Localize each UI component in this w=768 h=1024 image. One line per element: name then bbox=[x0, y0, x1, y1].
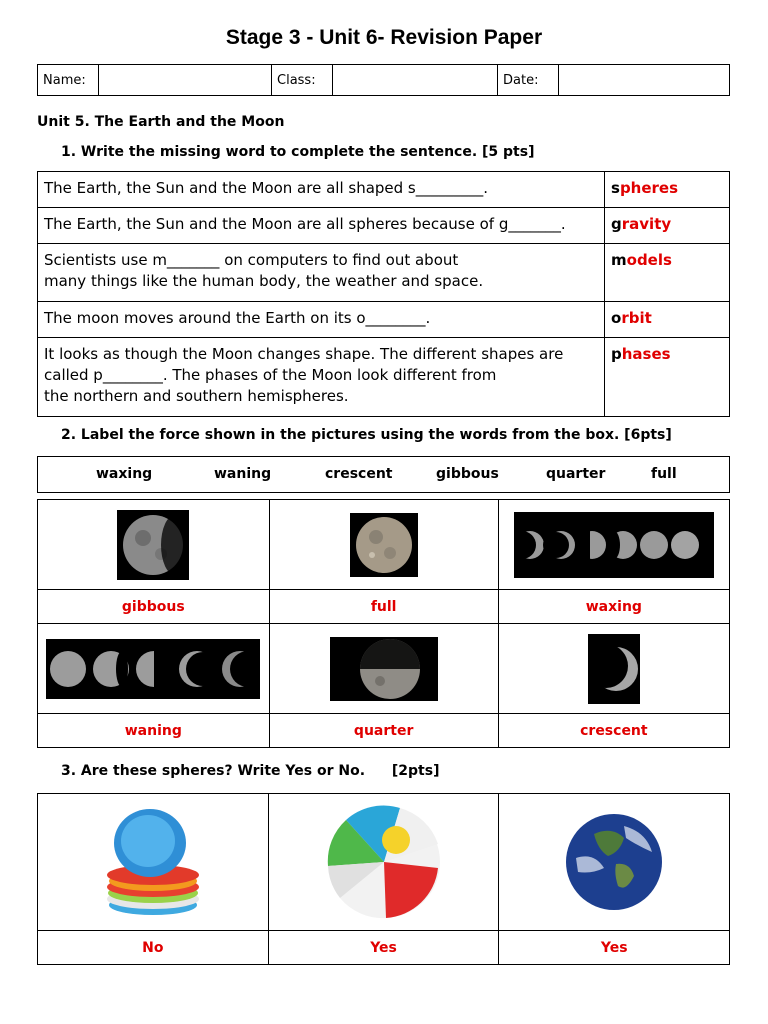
answer-text: rbit bbox=[621, 309, 652, 327]
sphere-grid bbox=[37, 793, 730, 965]
q1-sentence bbox=[38, 172, 605, 208]
plates-image bbox=[98, 803, 208, 921]
sentence-line: called p________. The phases of the Moon look different from bbox=[44, 366, 497, 384]
q1-sentence bbox=[38, 302, 605, 338]
q3-points: [2pts] bbox=[391, 763, 440, 779]
q1-sentence bbox=[38, 208, 605, 244]
class-label: Class: bbox=[272, 65, 333, 96]
answer-first-letter: s bbox=[611, 179, 620, 197]
q2-heading: 2. Label the force shown in the pictures using the words from the box. [6pts] bbox=[61, 427, 672, 443]
picture-cell bbox=[499, 794, 730, 931]
sphere-answer[interactable]: Yes bbox=[499, 931, 730, 965]
word-bank-item: full bbox=[651, 466, 677, 482]
q1-answer[interactable] bbox=[605, 302, 730, 338]
q1-answer[interactable] bbox=[605, 338, 730, 417]
sentence-line: many things like the human body, the weather and space. bbox=[44, 272, 484, 290]
word-bank bbox=[37, 456, 730, 493]
quarter-moon-image bbox=[330, 637, 438, 701]
sentence-line: It looks as though the Moon changes shape. The different shapes are bbox=[44, 345, 564, 363]
sentence-line: The moon moves around the Earth on its o________. bbox=[44, 309, 431, 327]
sphere-answer[interactable]: No bbox=[38, 931, 269, 965]
answer-first-letter: o bbox=[611, 309, 622, 327]
q1-table bbox=[37, 171, 730, 417]
answer-text: ravity bbox=[621, 215, 672, 233]
q1-answer[interactable] bbox=[605, 244, 730, 302]
picture-cell bbox=[38, 624, 270, 714]
answer-text: hases bbox=[621, 345, 671, 363]
q1-answer[interactable] bbox=[605, 208, 730, 244]
q3-heading bbox=[61, 763, 439, 779]
date-field[interactable] bbox=[559, 65, 730, 96]
word-bank-item: waxing bbox=[96, 466, 153, 482]
waning-moon-sequence-image bbox=[46, 639, 260, 699]
picture-cell bbox=[38, 794, 269, 931]
picture-cell bbox=[269, 500, 498, 590]
moon-label-answer[interactable]: quarter bbox=[269, 714, 498, 748]
picture-cell bbox=[498, 624, 729, 714]
answer-text: pheres bbox=[619, 179, 679, 197]
earth-image bbox=[564, 812, 664, 912]
word-bank-item: waning bbox=[214, 466, 272, 482]
word-bank-item: gibbous bbox=[436, 466, 499, 482]
student-info-table bbox=[37, 64, 730, 96]
name-field[interactable] bbox=[99, 65, 272, 96]
sentence-line: the northern and southern hemispheres. bbox=[44, 387, 349, 405]
answer-first-letter: p bbox=[611, 345, 622, 363]
date-label: Date: bbox=[498, 65, 559, 96]
q1-sentence bbox=[38, 244, 605, 302]
moon-label-answer[interactable]: gibbous bbox=[38, 590, 270, 624]
waxing-moon-sequence-image bbox=[514, 512, 714, 578]
sentence-line: Scientists use m_______ on computers to find out about bbox=[44, 251, 459, 269]
page-title: Stage 3 - Unit 6- Revision Paper bbox=[225, 26, 543, 49]
class-field[interactable] bbox=[333, 65, 498, 96]
q1-heading: 1. Write the missing word to complete the sentence. [5 pts] bbox=[61, 144, 535, 160]
unit-heading: Unit 5. The Earth and the Moon bbox=[37, 114, 285, 130]
word-bank-item: quarter bbox=[546, 466, 606, 482]
picture-cell bbox=[269, 624, 498, 714]
word-bank-item: crescent bbox=[325, 466, 393, 482]
moon-label-answer[interactable]: crescent bbox=[498, 714, 729, 748]
moon-label-answer[interactable]: waxing bbox=[498, 590, 729, 624]
answer-first-letter: g bbox=[611, 215, 622, 233]
sphere-answer[interactable]: Yes bbox=[268, 931, 499, 965]
moon-phase-grid bbox=[37, 499, 730, 748]
picture-cell bbox=[498, 500, 729, 590]
moon-label-answer[interactable]: full bbox=[269, 590, 498, 624]
picture-cell bbox=[268, 794, 499, 931]
q3-question: 3. Are these spheres? Write Yes or No. bbox=[61, 763, 366, 779]
answer-text: odels bbox=[626, 251, 672, 269]
beach-ball-image bbox=[326, 804, 442, 920]
q1-sentence bbox=[38, 338, 605, 417]
full-moon-image bbox=[350, 513, 418, 577]
moon-label-answer[interactable]: waning bbox=[38, 714, 270, 748]
sentence-line: The Earth, the Sun and the Moon are all shaped s_________. bbox=[44, 179, 489, 197]
name-label: Name: bbox=[38, 65, 99, 96]
crescent-moon-image bbox=[588, 634, 640, 704]
sentence-line: The Earth, the Sun and the Moon are all spheres because of g_______. bbox=[44, 215, 566, 233]
gibbous-moon-image bbox=[117, 510, 189, 580]
answer-first-letter: m bbox=[611, 251, 627, 269]
picture-cell bbox=[38, 500, 270, 590]
q1-answer[interactable] bbox=[605, 172, 730, 208]
